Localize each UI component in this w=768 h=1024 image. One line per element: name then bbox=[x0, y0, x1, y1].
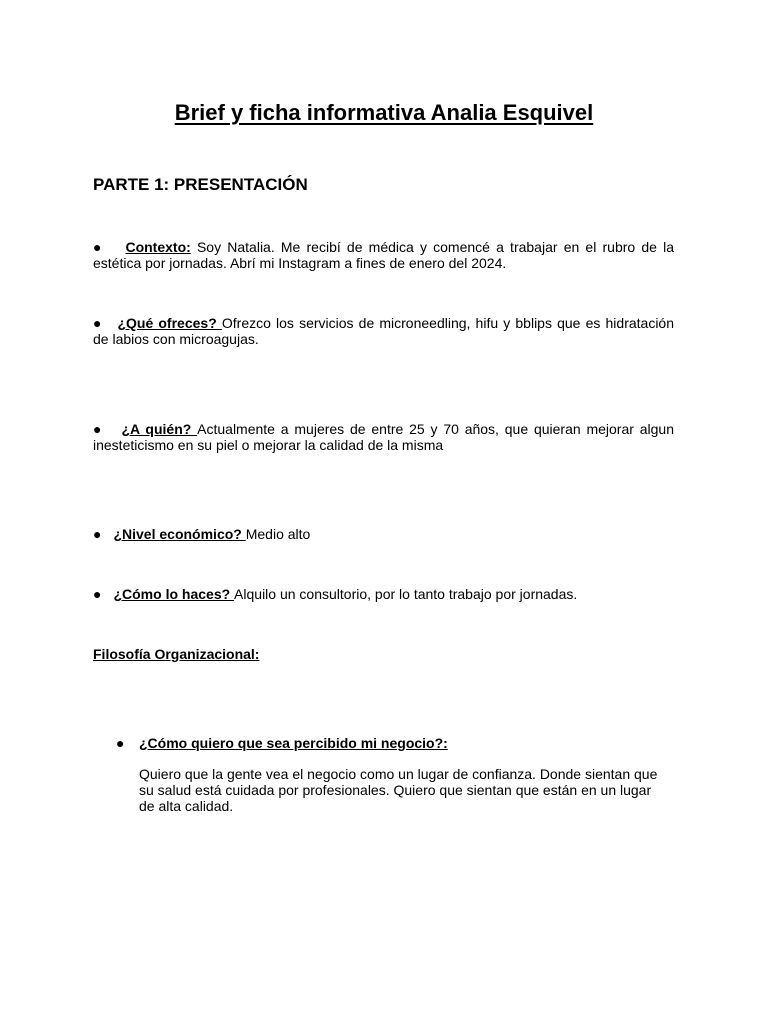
item-question: ¿Qué ofreces? bbox=[117, 315, 222, 331]
list-item-que-ofreces bbox=[93, 315, 674, 347]
item-question: ¿Nivel económico? bbox=[113, 526, 246, 542]
item-answer: Soy Natalia. Me recibí de médica y comencé a trabajar en el rubro de la estética por jornadas. Abrí mi Instagram a fines de enero del 2024. bbox=[93, 239, 674, 271]
list-item-a-quien bbox=[93, 421, 674, 453]
item-answer: Medio alto bbox=[245, 526, 311, 542]
bullet-icon: ● bbox=[93, 315, 102, 331]
sub-list-item-percepcion bbox=[116, 735, 666, 751]
bullet-icon: ● bbox=[93, 526, 102, 542]
sub-item-answer: Quiero que la gente vea el negocio como un lugar de confianza. Donde sientan que su salud está cuidada por profesionales. Quiero que sientan que están en un lugar de alta calidad. bbox=[139, 766, 658, 814]
bullet-icon: ● bbox=[93, 239, 102, 255]
list-item-contexto bbox=[93, 239, 674, 271]
bullet-icon: ● bbox=[116, 735, 125, 751]
section-heading: PARTE 1: PRESENTACIÓN bbox=[93, 175, 308, 194]
sub-item-question: ¿Cómo quiero que sea percibido mi negocio?: bbox=[139, 735, 448, 751]
bullet-icon: ● bbox=[93, 586, 102, 602]
item-question: ¿Cómo lo haces? bbox=[113, 586, 235, 602]
document-title: Brief y ficha informativa Analia Esquivel bbox=[174, 100, 594, 125]
subsection-heading: Filosofía Organizacional: bbox=[93, 646, 260, 662]
list-item-nivel-economico bbox=[93, 526, 674, 542]
item-answer: Ofrezco los servicios de microneedling, hifu y bblips que es hidratación de labios con microagujas. bbox=[93, 315, 675, 347]
list-item-como-lo-haces bbox=[93, 586, 674, 602]
item-question: ¿A quién? bbox=[121, 421, 198, 437]
bullet-icon: ● bbox=[93, 421, 102, 437]
item-answer: Alquilo un consultorio, por lo tanto trabajo por jornadas. bbox=[234, 586, 578, 602]
item-answer: Actualmente a mujeres de entre 25 y 70 años, que quieran mejorar algun inesteticismo en su piel o mejorar la calidad de la misma bbox=[93, 421, 674, 453]
item-question: Contexto: bbox=[125, 239, 191, 255]
